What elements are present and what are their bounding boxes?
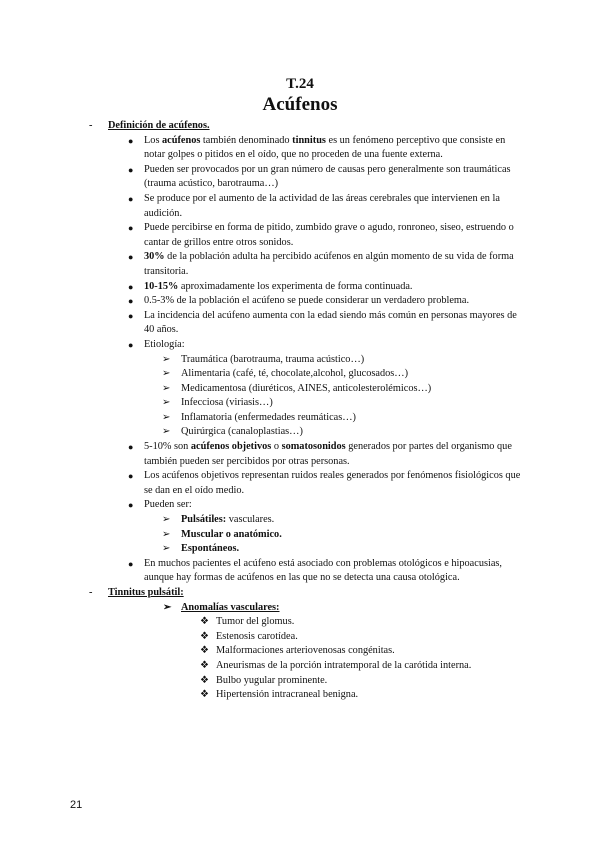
arrow-bullet-icon: ➢ [162,397,171,409]
sub-item: ➢ Traumática (barotrauma, trauma acústico…) [0,353,600,368]
nested-item: ❖ Bulbo yugular prominente. [0,674,600,689]
chapter-number: T.24 [286,76,314,92]
nested-item: ❖ Aneurismas de la porción intratemporal de la carótida interna. [0,659,600,674]
bullet-item: ● 5-10% son acúfenos objetivos o somatosonidos generados por partes del organismo que también pueden ser percibidos por otras personas. [128,441,512,467]
bullet-item: ● 0.5-3% de la población el acúfeno se puede considerar un verdadero problema. [0,294,600,309]
sub-item: ➢ Medicamentosa (diuréticos, AINES, anticolesterolémicos…) [0,382,600,397]
section-heading-definicion: - Definición de acúfenos. [0,119,600,134]
diamond-bullet-icon: ❖ [200,645,209,657]
arrow-bullet-icon: ➢ [163,601,172,613]
arrow-bullet-icon: ➢ [162,543,171,555]
bullet-item: ● Etiología: [0,338,600,353]
bullet-dot-icon: ● [128,500,134,511]
nested-item: ❖ Malformaciones arteriovenosas congénitas. [0,644,600,659]
bullet-item: ● Pueden ser: [0,498,600,513]
bullet-dot-icon: ● [128,252,134,263]
bullet-item: ● 10-15% aproximadamente los experimenta de forma continuada. [0,280,600,295]
sub-item: ➢ Quirúrgica (canaloplastias…) [0,425,600,440]
sub-item: ➢ Inflamatoria (enfermedades reumáticas…) [0,411,600,426]
arrow-bullet-icon: ➢ [162,528,171,540]
bullet-item: ● La incidencia del acúfeno aumenta con la edad siendo más común en personas mayores de 40 años. [128,309,517,336]
diamond-bullet-icon: ❖ [200,674,209,686]
diamond-bullet-icon: ❖ [200,689,209,701]
bullet-dot-icon: ● [128,135,134,146]
bullet-item: ● Los acúfenos objetivos representan ruidos reales generados por fenómenos fisiológicos que se dan en el oído medio. [128,470,521,496]
bullet-dot-icon: ● [128,193,134,204]
bullet-item: ● 30% de la población adulta ha percibido acúfenos en algún momento de su vida de forma transitoria. [128,251,514,277]
bullet-item: ● Pueden ser provocados por un gran número de causas pero generalmente son traumáticas (trauma acústico, barotrauma…) [128,163,511,190]
sub-item: ➢ Espontáneos. [0,542,600,557]
document-body [0,119,600,703]
bullet-item: ● Puede percibirse en forma de pitido, zumbido grave o agudo, ronroneo, siseo, estruendo o cantar de grillos entre otros sonidos. [128,222,514,248]
diamond-bullet-icon: ❖ [200,659,209,671]
diamond-bullet-icon: ❖ [200,616,209,628]
bullet-dot-icon: ● [128,442,134,453]
arrow-bullet-icon: ➢ [162,514,171,526]
bullet-dot-icon: ● [128,296,134,307]
page-title: Acúfenos [262,94,338,115]
bullet-item: ● En muchos pacientes el acúfeno está asociado con problemas otológicos e hipoacusias, aunque hay formas de acúfenos en las que no se detecta una causa otológica. [128,557,502,584]
nested-item: ❖ Estenosis carotídea. [0,630,600,645]
diamond-bullet-icon: ❖ [200,630,209,642]
arrow-bullet-icon: ➢ [162,411,171,423]
sub-item: ➢ Muscular o anatómico. [0,528,600,543]
nested-item: ❖ Hipertensión intracraneal benigna. [0,688,600,703]
arrow-bullet-icon: ➢ [162,353,171,365]
bullet-dot-icon: ● [128,164,134,175]
bullet-item: ● Se produce por el aumento de la actividad de las áreas cerebrales que intervienen en la audición. [128,192,500,219]
dash-bullet: - [89,587,93,598]
bullet-item: ● Los acúfenos también denominado tinnitus es un fenómeno perceptivo que consiste en notar golpes o pitidos en el oído, que no proceden de una fuente externa. [128,134,506,161]
sub-item: ➢ Infecciosa (viriasis…) [0,396,600,411]
arrow-bullet-icon: ➢ [162,382,171,394]
nested-item: ❖ Tumor del glomus. [0,615,600,630]
page-number: 21 [70,799,83,811]
bullet-dot-icon: ● [128,223,134,234]
dash-bullet: - [89,120,93,131]
bullet-dot-icon: ● [128,558,134,569]
sub-item: ➢ Alimentaria (café, té, chocolate,alcohol, glucosados…) [0,367,600,382]
sub-heading-anomalias: ➢ Anomalías vasculares: [0,601,600,616]
section-heading-tinnitus-pulsatil: - Tinnitus pulsátil: [0,586,600,601]
bullet-dot-icon: ● [128,281,134,292]
bullet-dot-icon: ● [128,310,134,321]
arrow-bullet-icon: ➢ [162,368,171,380]
sub-item: ➢ Pulsátiles: vasculares. [0,513,600,528]
arrow-bullet-icon: ➢ [162,426,171,438]
bullet-dot-icon: ● [128,339,134,350]
bullet-dot-icon: ● [128,471,134,482]
